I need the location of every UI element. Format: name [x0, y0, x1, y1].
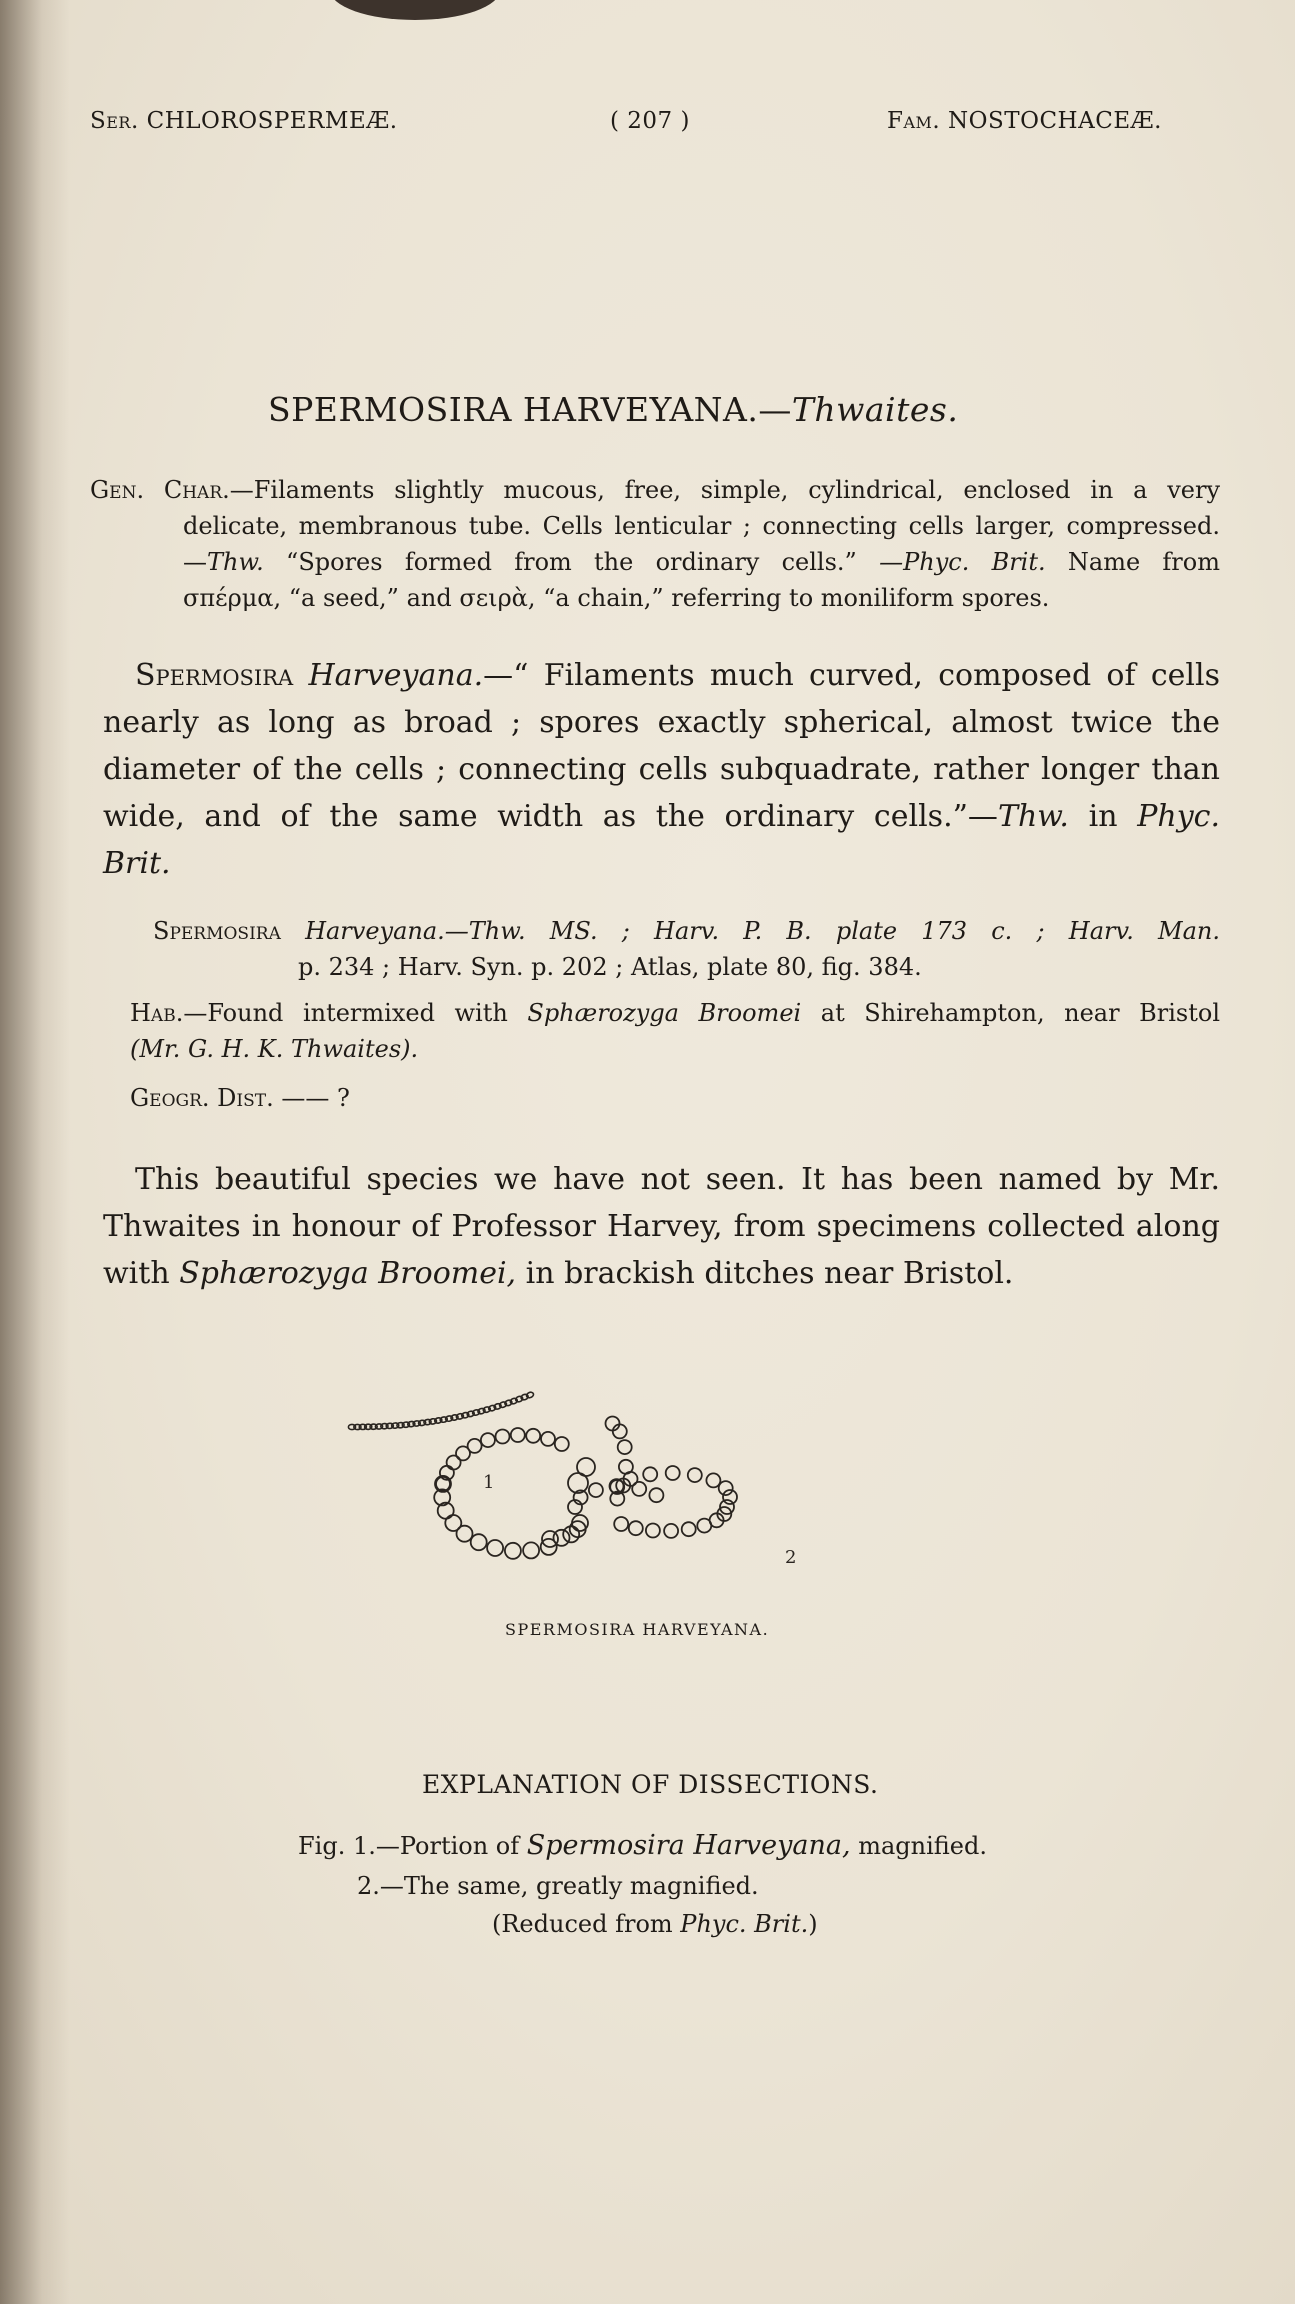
gen-char-line-1: Gen. Char.—Filaments slightly mucous, free, simple, cylindrical, enclosed in a very: [90, 476, 1221, 504]
habitat-line-2: (Mr. G. H. K. Thwaites).: [130, 1035, 419, 1063]
figure-2-filament: [434, 1417, 737, 1559]
explanation-note: (Reduced from Phyc. Brit.): [492, 1910, 818, 1938]
explanation-heading: EXPLANATION OF DISSECTIONS.: [422, 1770, 879, 1799]
synonymy-line-2: p. 234 ; Harv. Syn. p. 202 ; Atlas, plate 80, fig. 384.: [298, 953, 922, 981]
remarks-line-2: Thwaites in honour of Professor Harvey, from specimens collected along: [103, 1209, 1220, 1244]
distribution-label: Geogr. Dist.: [130, 1084, 274, 1112]
habitat-label: Hab.: [130, 999, 184, 1027]
desc-line-1: Spermosira Harveyana.—“ Filaments much curved, composed of cells: [135, 658, 1220, 693]
desc-line-2: nearly as long as broad ; spores exactly spherical, almost twice the: [103, 705, 1220, 740]
page-blemish: [330, 0, 500, 20]
running-head-left: Ser. CHLOROSPERMEÆ.: [90, 108, 398, 134]
desc-line-3: diameter of the cells ; connecting cells subquadrate, rather longer than: [103, 752, 1220, 787]
gen-char-line-3: —Thw. “Spores formed from the ordinary cells.” —Phyc. Brit. Name from: [183, 548, 1220, 576]
explanation-fig-1: Fig. 1.—Portion of Spermosira Harveyana, magnified.: [298, 1830, 987, 1861]
synonymy-label: Spermosira: [153, 917, 281, 945]
remarks-line-3: with Sphærozyga Broomei, in brackish ditches near Bristol.: [103, 1256, 1014, 1291]
desc-genus-label: Spermosira: [135, 658, 294, 693]
geographic-distribution: Geogr. Dist. —— ?: [130, 1084, 350, 1112]
filament-illustration: [340, 1385, 990, 1575]
gen-char-line-4: σπέρμα, “a seed,” and σειρὰ, “a chain,” referring to moniliform spores.: [183, 584, 1050, 612]
figure-1-label: 1: [483, 1472, 495, 1493]
figure-2-label: 2: [785, 1547, 797, 1568]
desc-line-5: Brit.: [103, 846, 171, 881]
page-number: ( 207 ): [610, 108, 690, 134]
running-head-right: Fam. NOSTOCHACEÆ.: [887, 108, 1162, 134]
gen-char-line-2: delicate, membranous tube. Cells lenticular ; connecting cells larger, compressed.: [183, 512, 1220, 540]
remarks-line-1: This beautiful species we have not seen. It has been named by Mr.: [135, 1162, 1220, 1197]
title-author: Thwaites.: [791, 390, 959, 429]
species-title: [268, 390, 958, 429]
title-main: SPERMOSIRA HARVEYANA.—: [268, 390, 792, 429]
figure-caption: SPERMOSIRA HARVEYANA.: [505, 1620, 770, 1639]
figure-1-filament: [348, 1391, 534, 1429]
synonymy-line-1: Spermosira Harveyana.—Thw. MS. ; Harv. P. B. plate 173 c. ; Harv. Man.: [153, 917, 1220, 945]
habitat-line-1: Hab.—Found intermixed with Sphærozyga Broomei at Shirehampton, near Bristol: [130, 999, 1221, 1027]
explanation-fig-2: 2.—The same, greatly magnified.: [357, 1872, 759, 1900]
gen-char-label: Gen. Char.: [90, 476, 230, 504]
running-head: [0, 108, 1295, 148]
binding-shadow: [0, 0, 70, 2304]
desc-line-4: wide, and of the same width as the ordinary cells.”—Thw. in Phyc.: [103, 799, 1220, 834]
